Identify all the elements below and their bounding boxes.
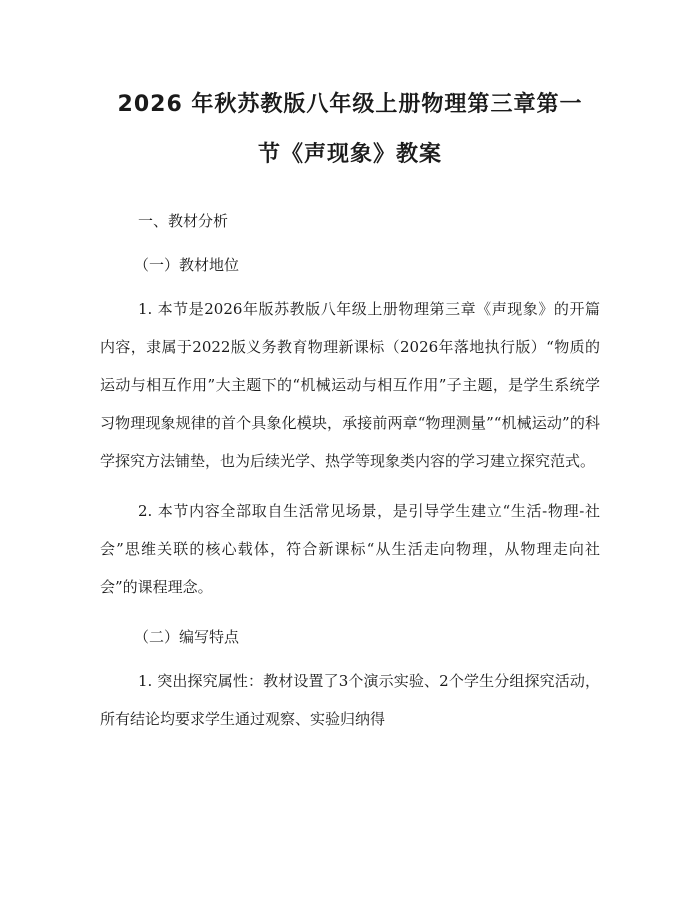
title-line-2: 节《声现象》教案: [257, 142, 442, 167]
section-heading-textbook-analysis: 一、教材分析: [138, 212, 229, 230]
subsection-heading-writing-features: （二）编写特点: [134, 628, 240, 646]
document-body: [100, 202, 600, 738]
document-title: [100, 0, 600, 180]
paragraph-3: 1. 突出探究属性：教材设置了3个演示实验、2个学生分组探究活动，所有结论均要求学生通过观察、实验归纳得: [100, 672, 600, 728]
paragraph-2: 2. 本节内容全部取自生活常见场景，是引导学生建立“生活-物理-社会”思维关联的核心载体，符合新课标“从生活走向物理，从物理走向社会”的课程理念。: [100, 502, 600, 596]
paragraph-1: 1. 本节是2026年版苏教版八年级上册物理第三章《声现象》的开篇内容，隶属于2022版义务教育物理新课标（2026年落地执行版）“物质的运动与相互作用”大主题下的“机械运动与相互作用”子主题，是学生系统学习物理现象规律的首个具象化模块，承接前两章“物理测量”“机械运动”的科学探究方法铺垫，也为后续光学、热学等现象类内容的学习建立探究范式。: [100, 300, 600, 470]
title-line-1: 2026 年秋苏教版八年级上册物理第三章第一: [117, 92, 583, 117]
subsection-heading-textbook-position: （一）教材地位: [134, 256, 240, 274]
